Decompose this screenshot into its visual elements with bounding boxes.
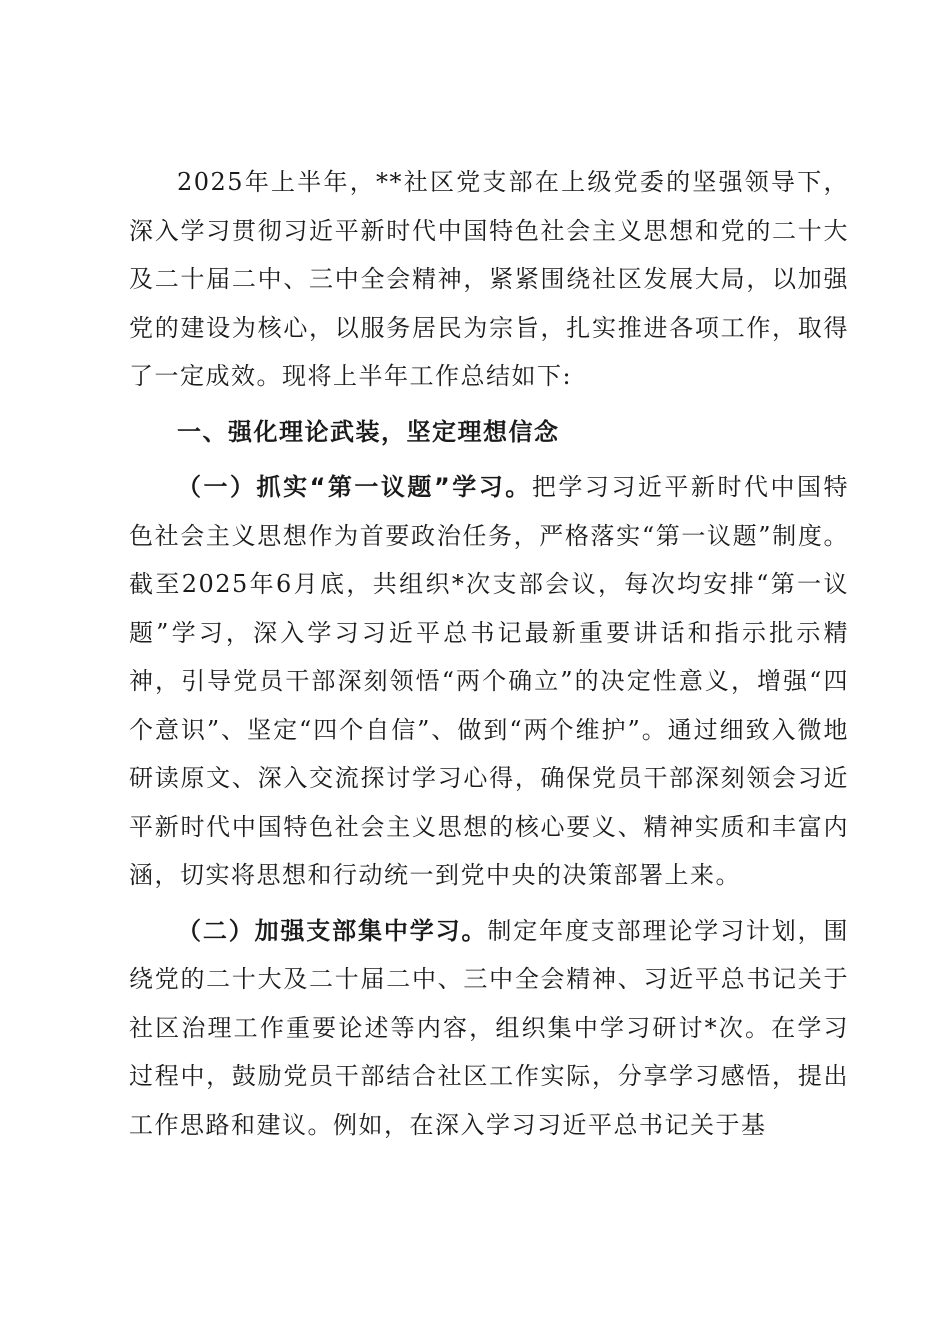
section-heading: 一、强化理论武装，坚定理想信念: [177, 417, 560, 446]
subsection-paragraph-2: [129, 907, 849, 1150]
intro-paragraph: 2025年上半年，**社区党支部在上级党委的坚强领导下，深入学习贯彻习近平新时代中国特色社会主义思想和党的二十大及二十届二中、三中全会精神，紧紧围绕社区发展大局，以加强党的建设为核心，以服务居民为宗旨，扎实推进各项工作，取得了一定成效。现将上半年工作总结如下:: [129, 168, 849, 390]
subsection-text-2: 制定年度支部理论学习计划，围绕党的二十大及二十届二中、三中全会精神、习近平总书记关于社区治理工作重要论述等内容，组织集中学习研讨*次。在学习过程中，鼓励党员干部结合社区工作实际，分享学习感悟，提出工作思路和建议。例如，在深入学习习近平总书记关于基: [129, 916, 850, 1139]
subsection-paragraph-1: [129, 463, 849, 900]
subsection-lead-1: （一）抓实“第一议题”学习。: [177, 473, 532, 501]
subsection-lead-2: （二）加强支部集中学习。: [177, 916, 488, 945]
subsection-text-1: 把学习习近平新时代中国特色社会主义思想作为首要政治任务，严格落实“第一议题”制度。截至2025年6月底，共组织*次支部会议，每次均安排“第一议题”学习，深入学习习近平总书记最新重要讲话和指示批示精神，引导党员干部深刻领悟“两个确立”的决定性意义，增强“四个意识”、坚定“四个自信”、做到“两个维护”。通过细致入微地研读原文、深入交流探讨学习心得，确保党员干部深刻领会习近平新时代中国特色社会主义思想的核心要义、精神实质和丰富内涵，切实将思想和行动统一到党中央的决策部署上来。: [129, 473, 850, 889]
document-body: [129, 158, 849, 1156]
